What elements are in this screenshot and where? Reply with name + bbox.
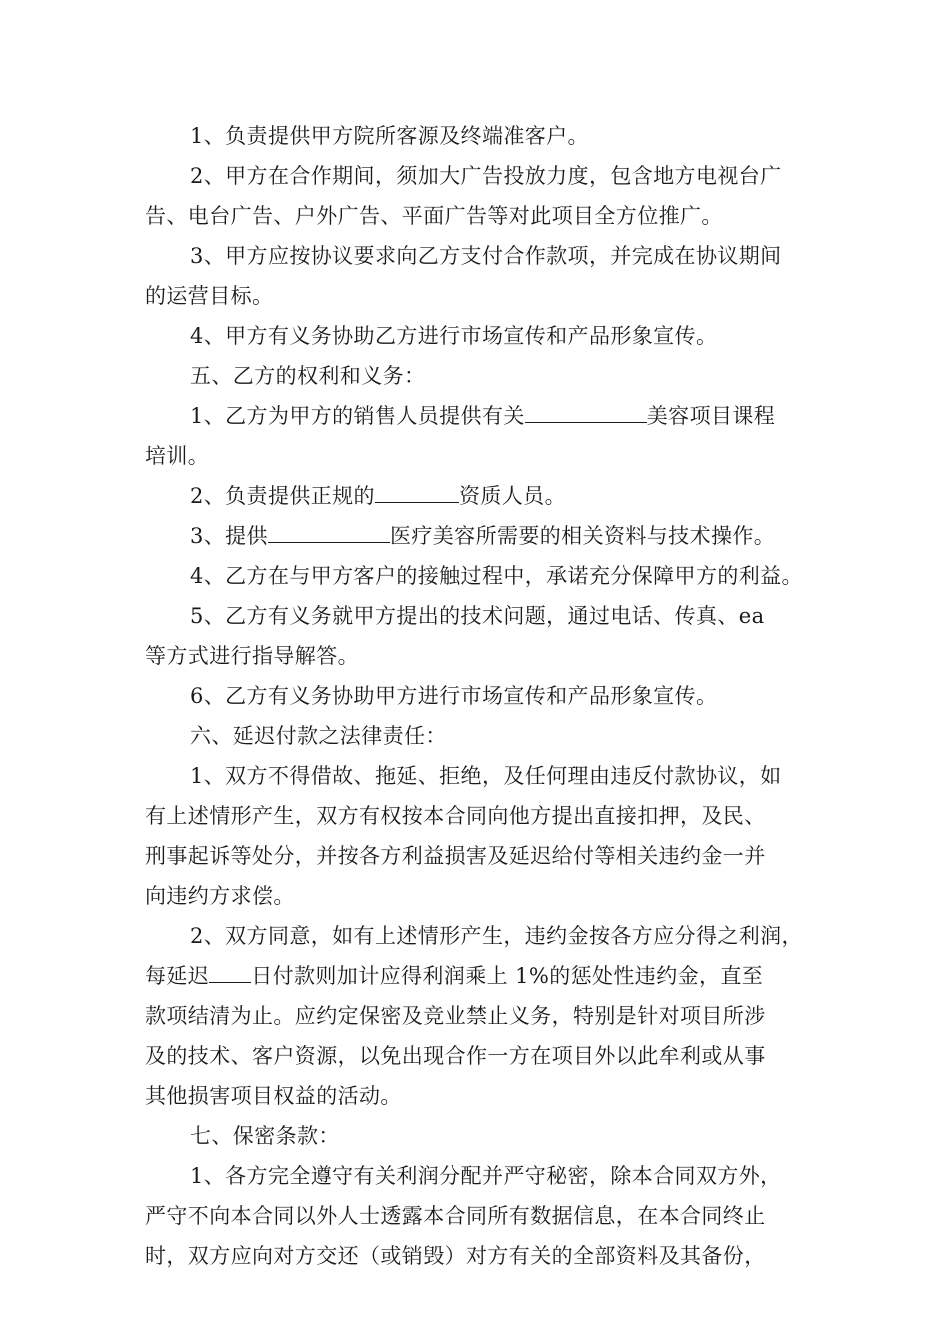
text-line: 及的技术、客户资源，以免出现合作一方在项目外以此牟利或从事 [145, 1044, 766, 1068]
text-line: 2、双方同意，如有上述情形产生，违约金按各方应分得之利润， [190, 924, 803, 948]
contract-body [145, 116, 815, 1276]
text-line: 5、乙方有义务就甲方提出的技术问题，通过电话、传真、ea [190, 604, 765, 628]
clause-b-4 [145, 556, 815, 596]
text-segment: 医疗美容所需要的相关资料与技术操作。 [389, 524, 776, 548]
section-title: 五、乙方的权利和义务： [190, 364, 426, 388]
text-segment: 1、乙方为甲方的销售人员提供有关 [190, 404, 525, 428]
text-line: 刑事起诉等处分，并按各方利益损害及延迟给付等相关违约金一并 [145, 844, 766, 868]
fill-in-blank [209, 960, 251, 983]
fill-in-blank [268, 520, 390, 543]
clause-d-1 [145, 1156, 815, 1276]
clause-c-2 [145, 916, 815, 1116]
text-line: 款项结清为止。应约定保密及竞业禁止义务，特别是针对项目所涉 [145, 1004, 766, 1028]
clause-a-1 [145, 116, 815, 156]
text-segment: 每延迟 [145, 964, 210, 988]
clause-b-5 [145, 596, 815, 676]
section-heading-7 [145, 1116, 815, 1156]
text-segment: 日付款则加计应得利润乘上 1%的惩处性违约金，直至 [251, 964, 764, 988]
text-line: 3、甲方应按协议要求向乙方支付合作款项，并完成在协议期间 [190, 244, 782, 268]
clause-a-4 [145, 316, 815, 356]
text-segment: 美容项目课程 [646, 404, 776, 428]
text-line: 2、甲方在合作期间，须加大广告投放力度，包含地方电视台广 [190, 164, 782, 188]
text-line: 的运营目标。 [145, 284, 274, 308]
section-title: 六、延迟付款之法律责任： [190, 724, 447, 748]
clause-a-3 [145, 236, 815, 316]
section-heading-6 [145, 716, 815, 756]
section-heading-5 [145, 356, 815, 396]
text-line: 6、乙方有义务协助甲方进行市场宣传和产品形象宣传。 [190, 684, 718, 708]
text-line: 其他损害项目权益的活动。 [145, 1084, 402, 1108]
text-line: 1、双方不得借故、拖延、拒绝，及任何理由违反付款协议，如 [190, 764, 782, 788]
text-line: 4、乙方在与甲方客户的接触过程中，承诺充分保障甲方的利益。 [190, 564, 803, 588]
text-line: 培训。 [145, 444, 210, 468]
clause-a-2 [145, 156, 815, 236]
clause-b-3 [145, 516, 815, 556]
text-line: 等方式进行指导解答。 [145, 644, 359, 668]
text-line: 严守不向本合同以外人士透露本合同所有数据信息，在本合同终止 [145, 1204, 766, 1228]
text-line: 1、各方完全遵守有关利润分配并严守秘密，除本合同双方外， [190, 1164, 782, 1188]
clause-b-1 [145, 396, 815, 476]
text-line: 4、甲方有义务协助乙方进行市场宣传和产品形象宣传。 [190, 324, 718, 348]
clause-c-1 [145, 756, 815, 916]
text-line: 有上述情形产生，双方有权按本合同向他方提出直接扣押，及民、 [145, 804, 766, 828]
text-segment: 2、负责提供正规的 [190, 484, 375, 508]
text-line: 向违约方求偿。 [145, 884, 295, 908]
fill-in-blank [375, 480, 459, 503]
text-line: 1、负责提供甲方院所客源及终端准客户。 [190, 124, 589, 148]
section-title: 七、保密条款： [190, 1124, 340, 1148]
text-segment: 3、提供 [190, 524, 268, 548]
text-segment: 资质人员。 [458, 484, 566, 508]
clause-b-2 [145, 476, 815, 516]
clause-b-6 [145, 676, 815, 716]
text-line: 告、电台广告、户外广告、平面广告等对此项目全方位推广。 [145, 204, 723, 228]
fill-in-blank [525, 400, 647, 423]
text-line: 时，双方应向对方交还（或销毁）对方有关的全部资料及其备份， [145, 1244, 766, 1268]
